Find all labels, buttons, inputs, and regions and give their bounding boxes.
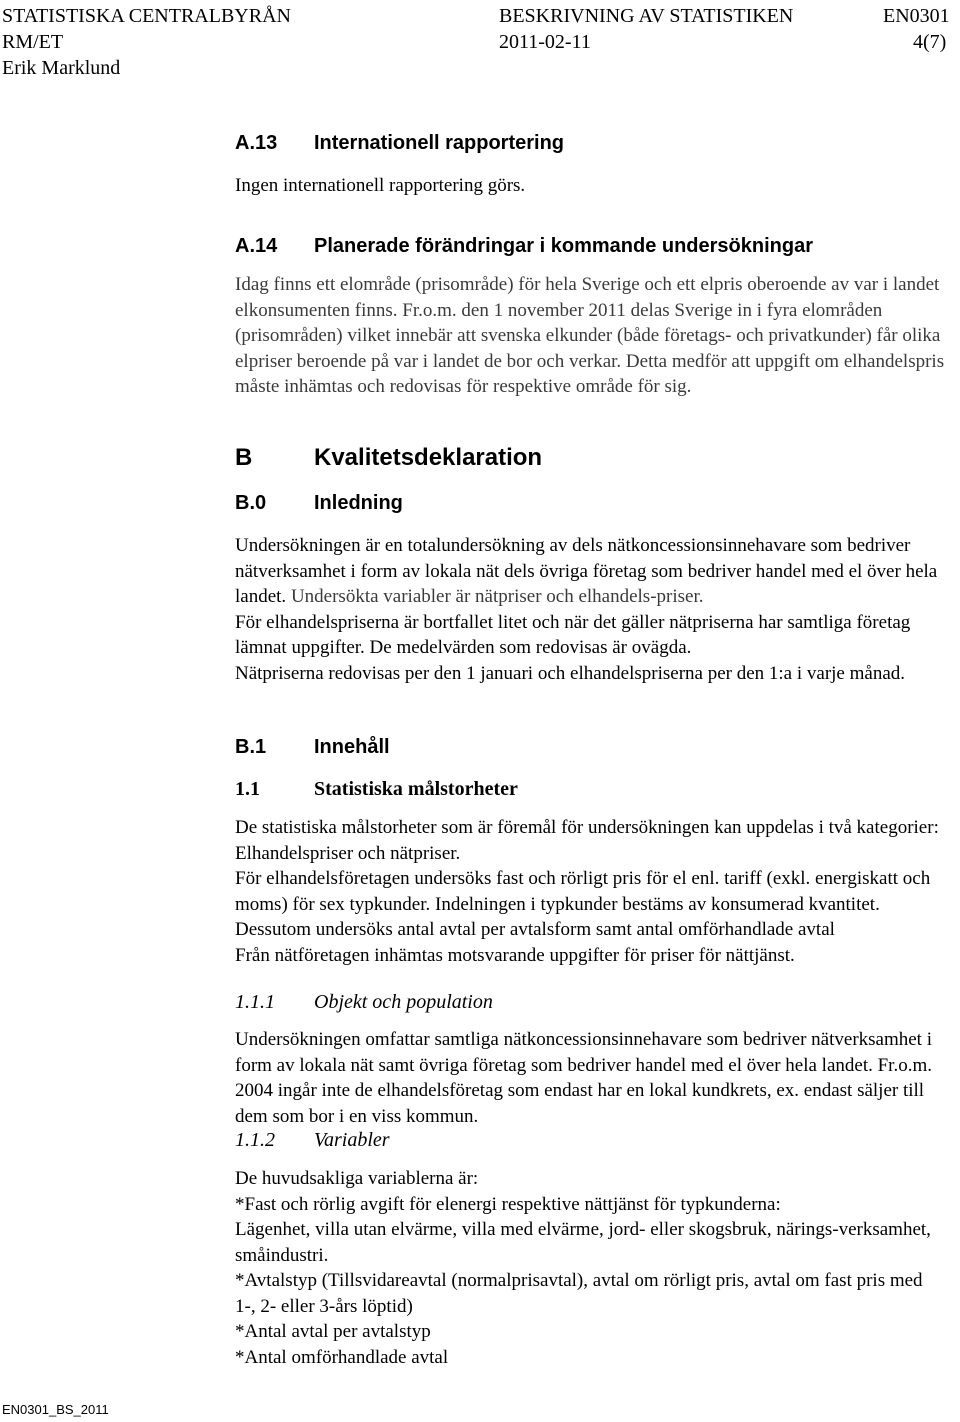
paragraph-part: den 1 november 2011 delas Sverige in i fyra elområden (prisområden) vilket innebär att svenska elkunder (både företags- och privatkunder) får olika elpriser beroende på var i landet de bor och verkar.: [235, 299, 941, 372]
section-1-1-2-text: [235, 1166, 947, 1370]
header-unit: RM/ET: [2, 31, 64, 53]
section-b0-text: [235, 533, 947, 686]
paragraph: För elhandelsföretagen undersöks fast och rörligt pris för el enl. tariff (exkl. energiskatt och moms) för sex typkunder. Indelningen i typkunder bestäms av konsumerad kvantitet. Dessutom undersöks antal avtal per avtalsform samt antal omförhandlade avtal: [235, 868, 931, 940]
header-page-number: 4(7): [913, 31, 947, 53]
section-a14-text: [235, 272, 947, 400]
section-title: Inledning: [314, 492, 403, 514]
header-doc-code: EN0301: [883, 5, 950, 27]
section-number: B: [235, 444, 253, 471]
section-a13-text: Ingen internationell rapportering görs.: [235, 175, 526, 196]
paragraph-part: Undersökningen är en totalundersökning av dels nätkoncessionsinnehavare som bedriver nätverksamhet i form av lokala nät dels övriga företag som bedriver handel med el över hela landet.: [235, 535, 938, 607]
section-title: Variabler: [314, 1129, 390, 1151]
list-item: *Avtalstyp (Tillsvidareavtal (normalprisavtal), avtal om rörligt pris, avtal om fast pris med 1-, 2- eller 3-års löptid): [235, 1270, 923, 1317]
header-author: Erik Marklund: [2, 57, 121, 79]
paragraph: Nätpriserna redovisas per den 1 januari och elhandelspriserna per den 1:a i varje månad.: [235, 662, 906, 684]
paragraph: [235, 533, 947, 610]
paragraph: Från nätföretagen inhämtas motsvarande uppgifter för priser för nättjänst.: [235, 944, 795, 966]
section-number: 1.1.1: [235, 991, 275, 1013]
section-title: Planerade förändringar i kommande undersökningar: [314, 235, 814, 257]
header-org: STATISTISKA CENTRALBYRÅN: [2, 5, 291, 27]
header-doc-type: BESKRIVNING AV STATISTIKEN: [499, 5, 794, 27]
section-title: Statistiska målstorheter: [314, 778, 518, 800]
section-number: A.13: [235, 132, 278, 154]
list-item: *Antal omförhandlade avtal: [235, 1346, 449, 1368]
header-date: 2011-02-11: [499, 31, 591, 53]
list-item-detail: Lägenhet, villa utan elvärme, villa med elvärme, jord- eller skogsbruk, närings-verksamhet, småindustri.: [235, 1219, 931, 1266]
section-title: Objekt och population: [314, 991, 493, 1013]
paragraph: För elhandelspriserna är bortfallet litet och när det gäller nätpriserna har samtliga företag lämnat uppgifter. De medelvärden som redovisas är ovägda.: [235, 611, 911, 658]
paragraph-part: Detta medför att uppgift om elhandelspris måste inhämtas och redovisas för respektive område för sig.: [235, 350, 945, 397]
section-1-1-1-text: Undersökningen omfattar samtliga nätkoncessionsinnehavare som bedriver nätverksamhet i form av lokala nät samt övriga företag som bedriver handel med el över hela landet. Fr.o.m. 2004 ingår inte de elhandelsföretag som endast har en lokal kundkrets, ex. endast säljer till dem som bor i en viss kommun.: [235, 1029, 932, 1127]
section-title: Innehåll: [314, 736, 390, 758]
section-number: B.0: [235, 492, 267, 514]
paragraph: De statistiska målstorheter som är föremål för undersökningen kan uppdelas i två kategorier: Elhandelspriser och nätpriser.: [235, 817, 939, 864]
section-title: Kvalitetsdeklaration: [314, 444, 543, 471]
section-1-1-text: [235, 815, 947, 968]
paragraph-part: Undersökta variabler är nätpriser och elhandels-priser.: [286, 586, 704, 607]
section-number: A.14: [235, 235, 278, 257]
footer-code: EN0301_BS_2011: [2, 1402, 109, 1417]
list-item: *Antal avtal per avtalstyp: [235, 1321, 431, 1342]
paragraph-part: Idag finns ett elområde (prisområde) för hela Sverige och ett elpris oberoende av var i landet elkonsumenten finns. Fr.o.m.: [235, 274, 940, 321]
section-number: 1.1: [235, 778, 260, 800]
section-number: B.1: [235, 736, 267, 758]
section-title: Internationell rapportering: [314, 132, 565, 154]
section-number: 1.1.2: [235, 1129, 275, 1151]
list-item: *Fast och rörlig avgift för elenergi respektive nättjänst för typkunderna:: [235, 1193, 781, 1215]
paragraph: De huvudsakliga variablerna är:: [235, 1168, 479, 1189]
